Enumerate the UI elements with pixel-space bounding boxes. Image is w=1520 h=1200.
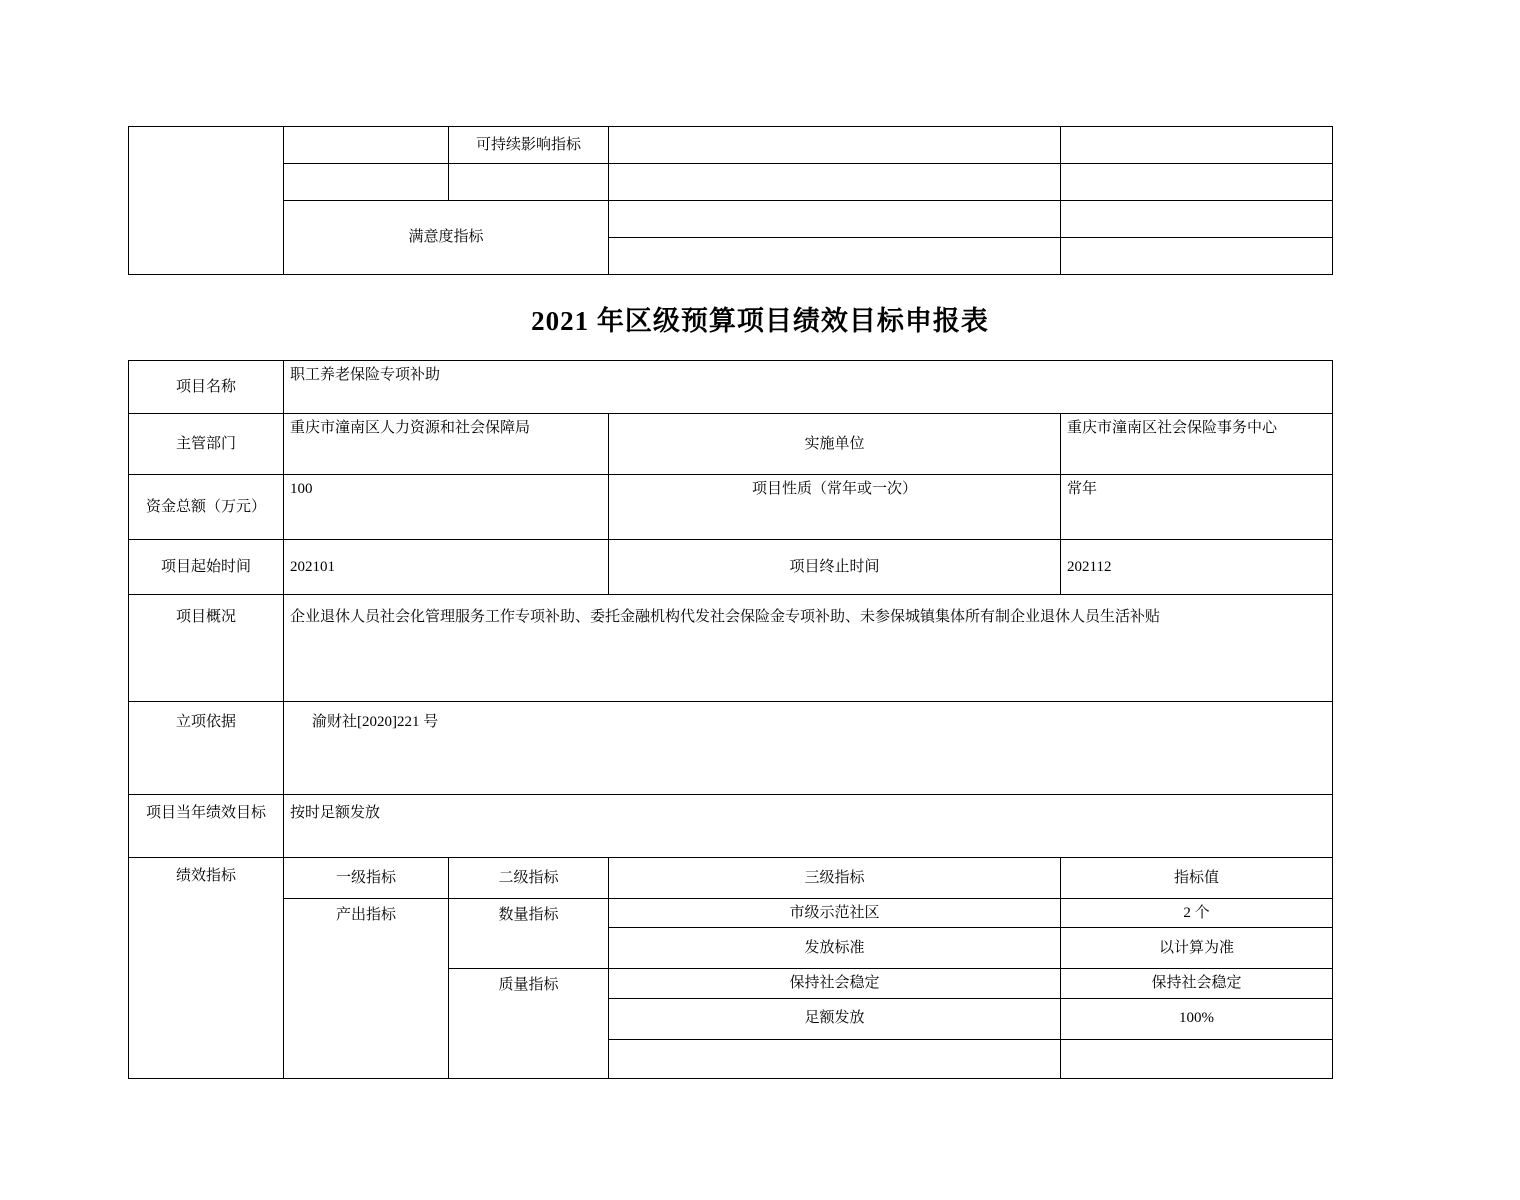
table-row-department — [129, 414, 1333, 475]
table-row — [129, 127, 1333, 164]
dept-value: 重庆市潼南区人力资源和社会保障局 — [284, 414, 609, 475]
table-row — [129, 201, 1333, 238]
indicator-level2-quality: 质量指标 — [449, 969, 609, 1078]
table-row-amount — [129, 475, 1333, 540]
project-name-label: 项目名称 — [129, 361, 284, 414]
overview-label: 项目概况 — [129, 595, 284, 702]
project-name-value: 职工养老保险专项补助 — [284, 361, 1333, 414]
indicator-value-5 — [1061, 1039, 1333, 1078]
indicator-header-level3: 三级指标 — [609, 858, 1061, 899]
indicator-level3-4: 足额发放 — [609, 998, 1061, 1039]
table-row — [129, 164, 1333, 201]
table-row-year-goal — [129, 795, 1333, 858]
indicator-level3-1: 市级示范社区 — [609, 899, 1061, 928]
year-goal-value: 按时足额发放 — [284, 795, 1333, 858]
indicator-header-value: 指标值 — [1061, 858, 1333, 899]
document-page — [0, 126, 1520, 1200]
dept-label: 主管部门 — [129, 414, 284, 475]
fragment-target-2 — [1061, 164, 1333, 201]
performance-target-form-table — [128, 360, 1333, 1079]
start-label: 项目起始时间 — [129, 540, 284, 595]
fragment-target-3 — [1061, 201, 1333, 238]
indicator-header-level1: 一级指标 — [284, 858, 449, 899]
basis-value: 渝财社[2020]221 号 — [284, 702, 1333, 795]
overview-value: 企业退休人员社会化管理服务工作专项补助、委托金融机构代发社会保险金专项补助、未参保城镇集体所有制企业退休人员生活补贴 — [284, 595, 1333, 702]
top-fragment-table — [128, 126, 1333, 275]
fragment-label-3: 满意度指标 — [284, 201, 609, 275]
table-row-overview — [129, 595, 1333, 702]
indicator-level3-3: 保持社会稳定 — [609, 969, 1061, 998]
fragment-level2-empty-1 — [284, 127, 449, 164]
table-row-basis — [129, 702, 1333, 795]
table-row-project-name — [129, 361, 1333, 414]
start-value: 202101 — [284, 540, 609, 595]
indicator-header-level2: 二级指标 — [449, 858, 609, 899]
indicator-value-2: 以计算为准 — [1061, 928, 1333, 969]
amount-label: 资金总额（万元） — [129, 475, 284, 540]
indicator-level3-5 — [609, 1039, 1061, 1078]
fragment-value-1 — [609, 127, 1061, 164]
end-label: 项目终止时间 — [609, 540, 1061, 595]
indicators-row-label: 绩效指标 — [129, 858, 284, 1079]
nature-value: 常年 — [1061, 475, 1333, 540]
fragment-value-4 — [609, 238, 1061, 275]
end-value: 202112 — [1061, 540, 1333, 595]
fragment-level2-empty-2 — [284, 164, 449, 201]
nature-label: 项目性质（常年或一次） — [609, 475, 1061, 540]
unit-label: 实施单位 — [609, 414, 1061, 475]
fragment-left-empty — [129, 127, 284, 275]
fragment-target-4 — [1061, 238, 1333, 275]
indicator-level2-quantity: 数量指标 — [449, 899, 609, 969]
fragment-value-3 — [609, 201, 1061, 238]
table-row-indicator-header — [129, 858, 1333, 899]
year-goal-label: 项目当年绩效目标 — [129, 795, 284, 858]
fragment-target-1 — [1061, 127, 1333, 164]
indicator-value-1: 2 个 — [1061, 899, 1333, 928]
indicator-level1-group: 产出指标 — [284, 899, 449, 1079]
page-title: 2021 年区级预算项目绩效目标申报表 — [531, 306, 989, 336]
indicator-value-4: 100% — [1061, 998, 1333, 1039]
fragment-label-1: 可持续影响指标 — [449, 127, 609, 164]
amount-value: 100 — [284, 475, 609, 540]
table-row-indicator — [129, 899, 1333, 928]
indicator-level3-2: 发放标准 — [609, 928, 1061, 969]
fragment-label-2 — [449, 164, 609, 201]
basis-label: 立项依据 — [129, 702, 284, 795]
fragment-value-2 — [609, 164, 1061, 201]
unit-value: 重庆市潼南区社会保险事务中心 — [1061, 414, 1333, 475]
indicator-value-3: 保持社会稳定 — [1061, 969, 1333, 998]
table-row-dates — [129, 540, 1333, 595]
